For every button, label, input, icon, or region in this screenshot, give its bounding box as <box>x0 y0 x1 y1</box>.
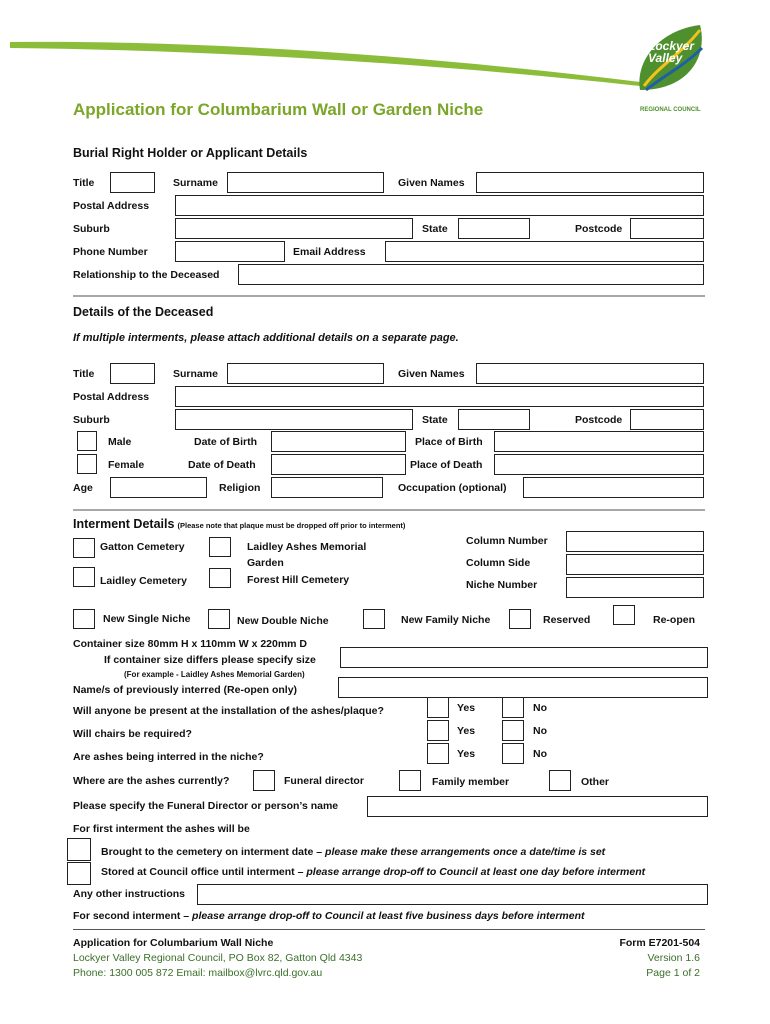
footer-contact: Phone: 1300 005 872 Email: mailbox@lvrc.qld.gov.au <box>73 967 323 979</box>
age-label: Age <box>73 482 93 494</box>
container-example-label: (For example - Laidley Ashes Memorial Garden) <box>124 670 305 679</box>
q-present-label: Will anyone be present at the installation of the ashes/plaque? <box>73 705 384 717</box>
occupation-label: Occupation (optional) <box>398 482 507 494</box>
applicant-surname-field[interactable] <box>227 172 384 193</box>
deceased-given-field[interactable] <box>476 363 704 384</box>
interred-yes-checkbox[interactable] <box>427 743 449 764</box>
applicant-heading: Burial Right Holder or Applicant Details <box>73 146 308 160</box>
reopen-checkbox[interactable] <box>613 605 635 625</box>
dod-label: Date of Death <box>188 459 256 471</box>
deceased-given-label: Given Names <box>398 368 465 380</box>
reopen-label: Re-open <box>653 614 695 626</box>
new-family-checkbox[interactable] <box>363 609 385 629</box>
previously-interred-field[interactable] <box>338 677 708 698</box>
interment-heading-row <box>73 517 405 531</box>
new-double-checkbox[interactable] <box>208 609 230 629</box>
laidley-ashes-checkbox[interactable] <box>209 537 231 557</box>
funeral-director-checkbox[interactable] <box>253 770 275 791</box>
deceased-surname-field[interactable] <box>227 363 384 384</box>
second-italic: please arrange drop-off to Council at least five business days before interment <box>192 910 585 922</box>
laidley-ashes-label-2: Garden <box>247 557 284 569</box>
laidley-checkbox[interactable] <box>73 567 95 587</box>
family-member-checkbox[interactable] <box>399 770 421 791</box>
column-side-label: Column Side <box>466 557 531 569</box>
reserved-label: Reserved <box>543 614 591 626</box>
present-no-label: No <box>533 702 547 714</box>
deceased-state-field[interactable] <box>458 409 530 430</box>
other-instructions-field[interactable] <box>197 884 708 905</box>
column-side-field[interactable] <box>566 554 704 575</box>
occupation-field[interactable] <box>523 477 704 498</box>
stored-italic: please arrange drop-off to Council at least one day before interment <box>306 866 646 878</box>
dob-field[interactable] <box>271 431 406 452</box>
family-member-label: Family member <box>432 776 510 788</box>
column-number-label: Column Number <box>466 535 548 547</box>
applicant-relationship-field[interactable] <box>238 264 704 285</box>
applicant-title-field[interactable] <box>110 172 155 193</box>
specify-fd-label: Please specify the Funeral Director or person’s name <box>73 800 339 812</box>
column-number-field[interactable] <box>566 531 704 552</box>
stored-text-row <box>101 866 645 878</box>
applicant-postal-label: Postal Address <box>73 200 150 212</box>
footer-version: Version 1.6 <box>647 952 700 964</box>
new-family-label: New Family Niche <box>401 614 491 626</box>
applicant-postcode-field[interactable] <box>630 218 704 239</box>
deceased-title-field[interactable] <box>110 363 155 384</box>
gatton-label: Gatton Cemetery <box>100 541 185 553</box>
q-where-label: Where are the ashes currently? <box>73 775 230 787</box>
container-size-field[interactable] <box>340 647 708 668</box>
pod-field[interactable] <box>494 454 704 475</box>
interred-yes-label: Yes <box>457 748 476 760</box>
brought-bold: Brought to the cemetery on interment date – <box>101 846 326 858</box>
deceased-suburb-field[interactable] <box>175 409 413 430</box>
chairs-no-label: No <box>533 725 547 737</box>
religion-label: Religion <box>219 482 261 494</box>
interred-no-checkbox[interactable] <box>502 743 524 764</box>
deceased-surname-label: Surname <box>173 368 218 380</box>
deceased-state-label: State <box>422 414 448 426</box>
second-bold: For second interment – <box>73 910 193 922</box>
chairs-no-checkbox[interactable] <box>502 720 524 741</box>
council-logo <box>630 20 710 120</box>
brought-checkbox[interactable] <box>67 838 91 861</box>
dob-label: Date of Birth <box>194 436 257 448</box>
applicant-suburb-label: Suburb <box>73 223 110 235</box>
pod-label: Place of Death <box>410 459 483 471</box>
divider <box>73 295 705 297</box>
forest-hill-label: Forest Hill Cemetery <box>247 574 350 586</box>
deceased-postal-field[interactable] <box>175 386 704 407</box>
chairs-yes-label: Yes <box>457 725 476 737</box>
deceased-note: If multiple interments, please attach additional details on a separate page. <box>73 332 459 344</box>
applicant-phone-label: Phone Number <box>73 246 148 258</box>
applicant-phone-field[interactable] <box>175 241 285 262</box>
applicant-state-label: State <box>422 223 448 235</box>
logo-leaf-icon <box>630 20 710 110</box>
female-label: Female <box>108 459 145 471</box>
page-title: Application for Columbarium Wall or Garden Niche <box>73 100 484 119</box>
pob-field[interactable] <box>494 431 704 452</box>
divider <box>73 509 705 511</box>
other-label: Other <box>581 776 610 788</box>
logo-text-2: Valley <box>648 51 683 65</box>
logo-text-1: Lockyer <box>648 39 695 53</box>
container-size-label: Container size 80mm H x 110mm W x 220mm D <box>73 638 308 650</box>
divider <box>73 929 705 930</box>
chairs-yes-checkbox[interactable] <box>427 720 449 741</box>
brought-text-row <box>101 846 605 858</box>
present-yes-checkbox[interactable] <box>427 697 449 718</box>
footer-page: Page 1 of 2 <box>646 967 700 979</box>
forest-hill-checkbox[interactable] <box>209 568 231 588</box>
present-yes-label: Yes <box>457 702 476 714</box>
footer-form-number: Form E7201-504 <box>619 937 700 949</box>
funeral-director-label: Funeral director <box>284 775 364 787</box>
second-interment-row <box>73 910 585 922</box>
laidley-ashes-label-1: Laidley Ashes Memorial <box>247 541 367 553</box>
interment-heading: Interment Details <box>73 517 175 531</box>
applicant-given-field[interactable] <box>476 172 704 193</box>
reserved-checkbox[interactable] <box>509 609 531 629</box>
container-differs-label: If container size differs please specify size <box>104 654 316 666</box>
footer-address: Lockyer Valley Regional Council, PO Box 82, Gatton Qld 4343 <box>73 952 363 964</box>
applicant-state-field[interactable] <box>458 218 530 239</box>
dod-field[interactable] <box>271 454 406 475</box>
pob-label: Place of Birth <box>415 436 483 448</box>
deceased-title-label: Title <box>73 368 95 380</box>
other-checkbox[interactable] <box>549 770 571 791</box>
applicant-title-label: Title <box>73 177 95 189</box>
applicant-relationship-label: Relationship to the Deceased <box>73 269 220 281</box>
stored-bold: Stored at Council office until interment – <box>101 866 307 878</box>
q-chairs-label: Will chairs be required? <box>73 728 192 740</box>
deceased-heading: Details of the Deceased <box>73 305 214 319</box>
interment-heading-note: (Please note that plaque must be dropped off prior to interment) <box>177 521 406 530</box>
present-no-checkbox[interactable] <box>502 697 524 718</box>
new-single-checkbox[interactable] <box>73 609 95 629</box>
applicant-postal-field[interactable] <box>175 195 704 216</box>
age-field[interactable] <box>110 477 207 498</box>
niche-number-field[interactable] <box>566 577 704 598</box>
first-interment-label: For first interment the ashes will be <box>73 823 250 835</box>
male-label: Male <box>108 436 132 448</box>
niche-number-label: Niche Number <box>466 579 538 591</box>
deceased-postal-label: Postal Address <box>73 391 150 403</box>
deceased-postcode-label: Postcode <box>575 414 623 426</box>
specify-fd-field[interactable] <box>367 796 708 817</box>
new-double-label: New Double Niche <box>237 615 329 627</box>
applicant-email-field[interactable] <box>385 241 704 262</box>
q-interred-label: Are ashes being interred in the niche? <box>73 751 264 763</box>
logo-subtitle: REGIONAL COUNCIL <box>640 107 701 113</box>
religion-field[interactable] <box>271 477 383 498</box>
brought-italic: please make these arrangements once a date/time is set <box>325 846 606 858</box>
applicant-surname-label: Surname <box>173 177 218 189</box>
interred-no-label: No <box>533 748 547 760</box>
stored-checkbox[interactable] <box>67 862 91 885</box>
applicant-postcode-label: Postcode <box>575 223 623 235</box>
applicant-email-label: Email Address <box>293 246 366 258</box>
applicant-given-label: Given Names <box>398 177 465 189</box>
previously-interred-label: Name/s of previously interred (Re-open only) <box>73 684 298 696</box>
gatton-checkbox[interactable] <box>73 538 95 558</box>
new-single-label: New Single Niche <box>103 613 191 625</box>
deceased-suburb-label: Suburb <box>73 414 110 426</box>
applicant-suburb-field[interactable] <box>175 218 413 239</box>
female-checkbox[interactable] <box>77 454 97 474</box>
male-checkbox[interactable] <box>77 431 97 451</box>
laidley-label: Laidley Cemetery <box>100 575 187 587</box>
other-instructions-label: Any other instructions <box>73 888 186 900</box>
deceased-postcode-field[interactable] <box>630 409 704 430</box>
footer-form-title: Application for Columbarium Wall Niche <box>73 937 274 949</box>
